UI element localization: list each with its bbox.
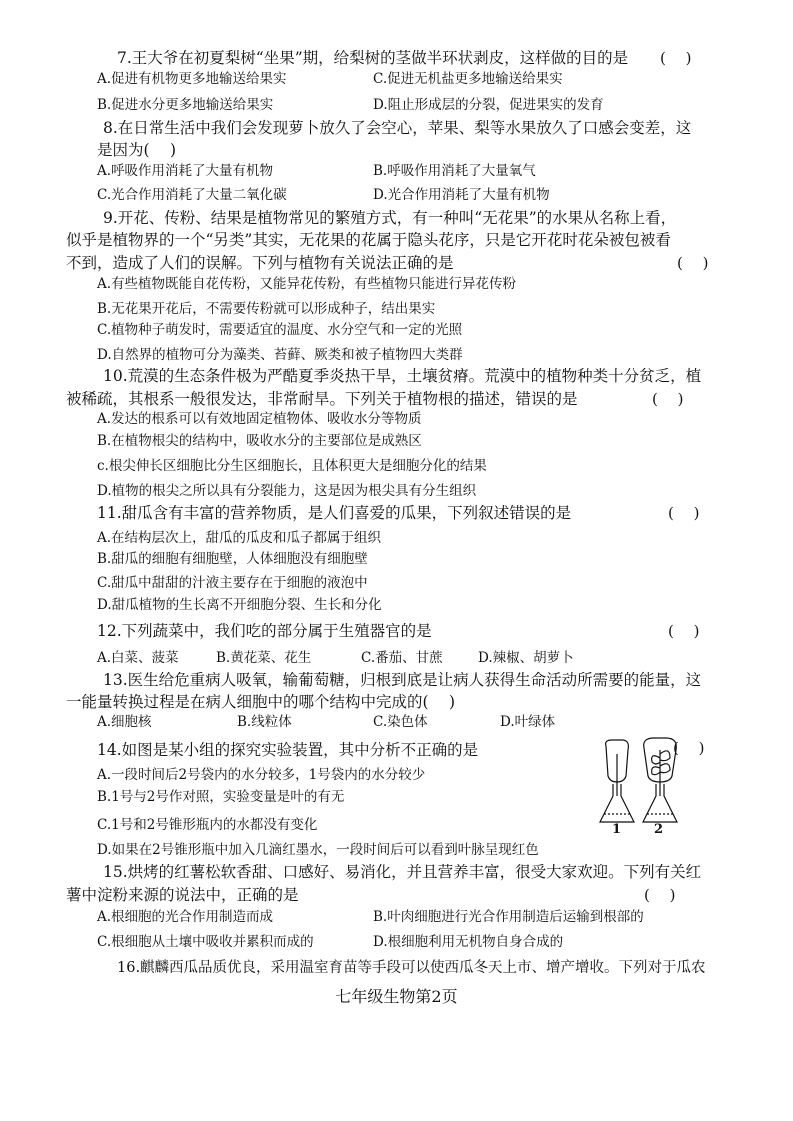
q13-option-a: A.细胞核 [97, 714, 152, 730]
q15-option-c: C.根细胞从土壤中吸收并累积而成的 [97, 934, 314, 950]
q12-option-b: B.黄花菜、花生 [216, 650, 312, 666]
q10-option-c: c.根尖伸长区细胞比分生区细胞长，且体积更大是细胞分化的结果 [97, 458, 487, 474]
figure-label-1: 1 [612, 822, 622, 837]
q9-option-b: B.无花果开花后，不需要传粉就可以形成种子，结出果实 [97, 301, 436, 317]
q9-option-c: C.植物种子萌发时，需要适宜的温度、水分空气和一定的光照 [97, 322, 463, 338]
q10-option-a: A.发达的根系可以有效地固定植物体、吸收水分等物质 [97, 411, 422, 427]
q14-option-b: B.1号与2号作对照，实验变量是叶的有无 [97, 789, 345, 805]
q13-option-d: D.叶绿体 [500, 714, 556, 730]
q14-option-c: C.1号和2号锥形瓶内的水都没有变化 [97, 817, 318, 833]
q7-option-c: C.促进无机盐更多地输送给果实 [373, 71, 563, 87]
q8-stem-line1: 8.在日常生活中我们会发现萝卜放久了会空心，苹果、梨等水果放久了口感会变差，这 [103, 119, 692, 137]
q12-option-d: D.辣椒、胡萝卜 [478, 650, 574, 666]
q11-answer-bracket: ( ) [668, 504, 700, 522]
q12-stem: 12.下列蔬菜中，我们吃的部分属于生殖器官的是 [97, 622, 432, 640]
q13-stem-line1: 13.医生给危重病人吸氧，输葡萄糖，归根到底是让病人获得生命活动所需要的能量，这 [103, 671, 702, 689]
flask-apparatus-icon [592, 736, 688, 840]
q8-option-b: B.呼吸作用消耗了大量氧气 [373, 163, 536, 179]
q14-option-d: D.如果在2号锥形瓶中加入几滴红墨水，一段时间后可以看到叶脉呈现红色 [97, 842, 539, 858]
q7-stem: 7.王大爷在初夏梨树“坐果”期，给梨树的茎做半环状剥皮，这样做的目的是 [117, 49, 629, 67]
q9-answer-bracket: ( ) [677, 254, 709, 272]
q10-stem-line2: 被稀疏，其根系一般很发达，非常耐旱。下列关于植物根的描述，错误的是 [66, 390, 578, 408]
q14-option-a: A.一段时间后2号袋内的水分较多，1号袋内的水分较少 [97, 767, 426, 783]
q8-option-d: D.光合作用消耗了大量有机物 [373, 187, 550, 203]
q10-stem-line1: 10.荒漠的生态条件极为严酷夏季炎热干旱，土壤贫瘠。荒漠中的植物种类十分贫乏，植 [103, 367, 702, 385]
q12-option-c: C.番茄、甘蔗 [361, 650, 443, 666]
q9-stem-line1: 9.开花、传粉、结果是植物常见的繁殖方式，有一种叫“无花果”的水果从名称上看， [103, 209, 677, 227]
q7-answer-bracket: ( ) [660, 49, 692, 67]
q8-stem-line2: 是因为( ) [97, 141, 177, 159]
q11-option-d: D.甜瓜植物的生长离不开细胞分裂、生长和分化 [97, 597, 382, 613]
q13-option-b: B.线粒体 [237, 714, 292, 730]
q16-stem: 16.麒麟西瓜品质优良，采用温室育苗等手段可以使西瓜冬天上市、增产增收。下列对于瓜农 [117, 960, 706, 976]
q11-option-b: B.甜瓜的细胞有细胞壁，人体细胞没有细胞壁 [97, 551, 368, 567]
figure-label-2: 2 [654, 822, 664, 837]
q10-option-d: D.植物的根尖之所以具有分裂能力，这是因为根尖具有分生组织 [97, 483, 477, 499]
q12-answer-bracket: ( ) [668, 622, 700, 640]
q15-answer-bracket: ( ) [644, 886, 676, 904]
q9-option-d: D.自然界的植物可分为藻类、苔藓、厥类和被子植物四大类群 [97, 347, 463, 363]
q13-stem-line2: 一能量转换过程是在病人细胞中的哪个结构中完成的( ) [66, 693, 456, 711]
q15-stem-line2: 薯中淀粉来源的说法中，正确的是 [66, 886, 299, 904]
q11-stem: 11.甜瓜含有丰富的营养物质，是人们喜爱的瓜果，下列叙述错误的是 [97, 504, 572, 522]
q13-option-c: C.染色体 [373, 714, 428, 730]
q15-option-d: D.根细胞利用无机物自身合成的 [373, 934, 564, 950]
q15-option-b: B.叶肉细胞进行光合作用制造后运输到根部的 [373, 909, 644, 925]
q14-answer-bracket: ( ) [673, 739, 705, 757]
q9-stem-line2: 似乎是植物界的一个“另类”其实，无花果的花属于隐头花序，只是它开花时花朵被包被看 [66, 231, 671, 249]
q15-option-a: A.根细胞的光合作用制造而成 [97, 909, 274, 925]
q10-option-b: B.在植物根尖的结构中，吸收水分的主要部位是成熟区 [97, 433, 422, 449]
q9-stem-line3: 不到，造成了人们的误解。下列与植物有关说法正确的是 [66, 254, 454, 272]
q7-option-a: A.促进有机物更多地输送给果实 [97, 71, 287, 87]
q15-stem-line1: 15.烘烤的红薯松软香甜、口感好、易消化，并且营养丰富，很受大家欢迎。下列有关红 [103, 863, 702, 881]
q11-option-c: C.甜瓜中甜甜的汁液主要存在于细胞的液泡中 [97, 575, 368, 591]
page-footer: 七年级生物第2页 [335, 987, 458, 1006]
q12-option-a: A.白菜、菠菜 [97, 650, 179, 666]
q14-experiment-figure [592, 736, 688, 840]
q10-answer-bracket: ( ) [652, 390, 684, 408]
q8-option-a: A.呼吸作用消耗了大量有机物 [97, 163, 274, 179]
q9-option-a: A.有些植物既能自花传粉，又能异花传粉，有些植物只能进行异花传粉 [97, 276, 517, 292]
q14-stem: 14.如图是某小组的探究实验装置，其中分析不正确的是 [97, 741, 479, 759]
q8-option-c: C.光合作用消耗了大量二氧化碳 [97, 187, 287, 203]
q11-option-a: A.在结构层次上，甜瓜的瓜皮和瓜子都属于组织 [97, 530, 382, 546]
q7-option-b: B.促进水分更多地输送给果实 [97, 97, 274, 113]
q7-option-d: D.阻止形成层的分裂，促进果实的发育 [373, 97, 604, 113]
